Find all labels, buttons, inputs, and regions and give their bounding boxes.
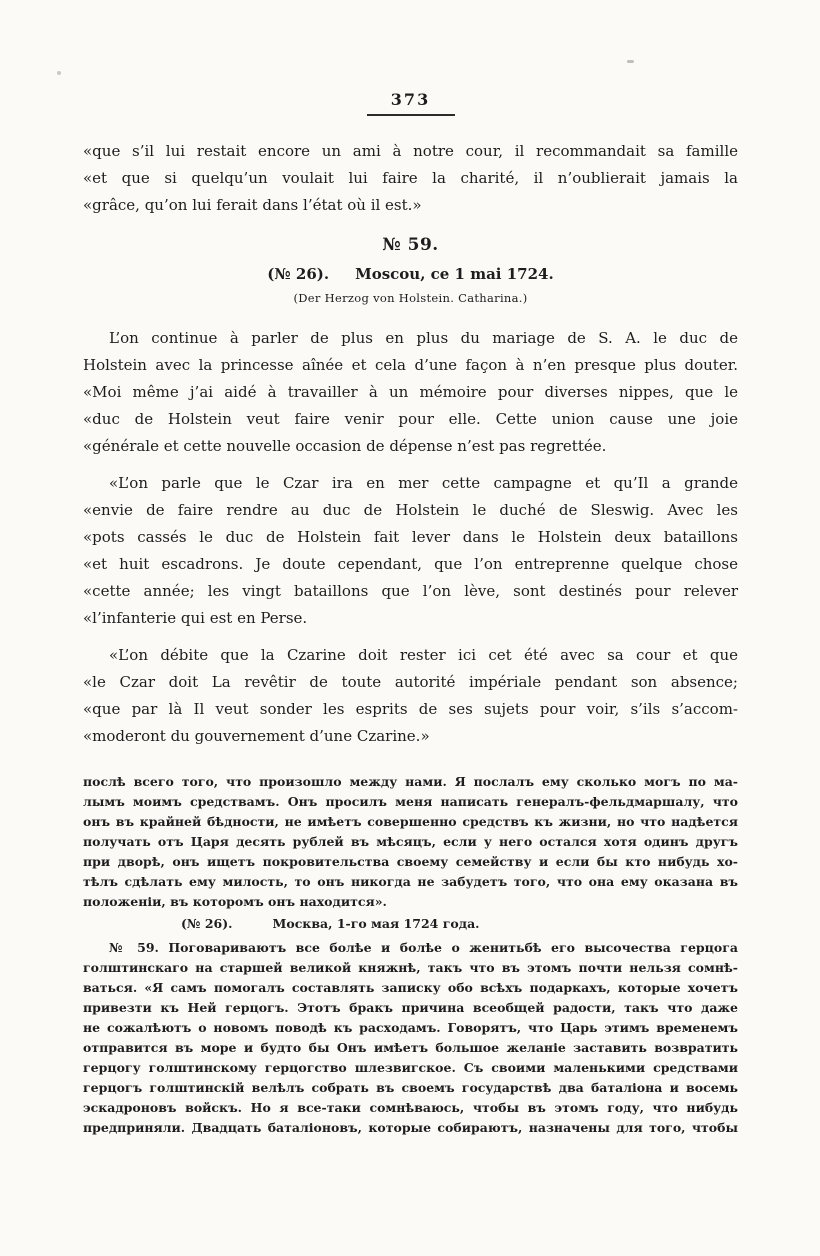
text-line: положеніи, въ которомъ онъ находится». (83, 894, 387, 909)
translation-ref: (№ 26). (181, 916, 233, 931)
text-line: «envie de faire rendre au duc de Holstein le duché de Sleswig. Avec les (83, 501, 738, 519)
page-header (83, 90, 738, 116)
text-line: «générale et cette nouvelle occasion de dépense n’est pas regrettée. (83, 437, 607, 455)
text-line: при дворѣ, онъ ищетъ покровительства своему семейству и если бы кто нибудь хо- (83, 854, 738, 869)
translation-dateline (83, 914, 738, 934)
text-line: «et huit escadrons. Je doute cependant, que l’on entreprenne quelque chose (83, 555, 738, 573)
text-line: L’on continue à parler de plus en plus du mariage de S. A. le duc de (109, 329, 738, 347)
text-line: «L’on débite que la Czarine doit rester ici cet été avec sa cour et que (109, 646, 738, 664)
text-line: Holstein avec la princesse aînée et cela d’une façon à n’en presque plus douter. (83, 356, 738, 374)
page-number: 373 (390, 90, 431, 109)
text-line: онъ въ крайней бѣдности, не имѣетъ совершенно средствъ къ жизни, но что надѣется (83, 814, 738, 829)
text-line: «Moi même j’ai aidé à travailler à un mémoire pour diverses nippes, que le (83, 383, 738, 401)
letter-ref: (№ 26). (267, 265, 330, 283)
text-line: эскадроновъ войскъ. Но я все-таки сомнѣваюсь, чтобы въ этомъ году, что нибудь (83, 1100, 738, 1115)
translation-body-paragraph (83, 938, 738, 1138)
text-line: герцогъ голштинскій велѣлъ собрать въ своемъ государствѣ два баталіона и восемь (83, 1080, 738, 1095)
text-line: «duc de Holstein veut faire venir pour elle. Cette union cause une joie (83, 410, 738, 428)
text-line: герцогу голштинскому герцогство шлезвигское. Съ своими маленькими средствами (83, 1060, 738, 1075)
letter-body (83, 325, 738, 750)
text-line: послѣ всего того, что произошло между нами. Я послалъ ему сколько могъ по ма- (83, 774, 738, 789)
text-line: голштинскаго на старшей великой княжнѣ, такъ что въ этомъ почти нельзя сомнѣ- (83, 960, 738, 975)
text-line: лымъ моимъ средствамъ. Онъ просилъ меня написать генералъ-фельдмаршалу, что (83, 794, 738, 809)
text-line: «et que si quelqu’un voulait lui faire la charité, il n’oublierait jamais la (83, 169, 738, 187)
paragraph (83, 642, 738, 750)
text-line: отправится въ море и будто бы Онъ имѣетъ большое желаніе заставить возвратить (83, 1040, 738, 1055)
book-page-content (83, 0, 738, 1138)
text-line: № 59. Поговариваютъ все болѣе и болѣе о женитьбѣ его высочества герцога (109, 940, 738, 955)
text-line: не сожалѣютъ о новомъ поводѣ къ расходамъ. Говорятъ, что Царь этимъ временемъ (83, 1020, 738, 1035)
text-line: «que s’il lui restait encore un ami à notre cour, il recommandait sa famille (83, 142, 738, 160)
text-line: ваться. «Я самъ помогалъ составлять записку обо всѣхъ подаркахъ, которые хочетъ (83, 980, 738, 995)
russian-translation-section (83, 772, 738, 1138)
letter-attribution: (Der Herzog von Holstein. Catharina.) (293, 291, 528, 305)
paragraph (83, 470, 738, 632)
translation-place-date: Москва, 1-го мая 1724 года. (272, 916, 480, 931)
text-line: получать отъ Царя десять рублей въ мѣсяцъ, если у него остался хотя одинъ другъ (83, 834, 738, 849)
opening-quote-paragraph (83, 138, 738, 219)
text-line: «l’infanterie qui est en Perse. (83, 609, 308, 627)
text-line: «moderont du gouvernement d’une Czarine.» (83, 727, 430, 745)
text-line: «L’on parle que le Czar ira en mer cette campagne et qu’Il a grande (109, 474, 738, 492)
text-line: «grâce, qu’on lui ferait dans l’état où il est.» (83, 196, 422, 214)
text-line: привезти къ Ней герцогъ. Этотъ бракъ причина всеобщей радости, такъ что даже (83, 1000, 738, 1015)
scan-artifact (57, 71, 61, 75)
translation-continuation-paragraph (83, 772, 738, 912)
letter-dateline (83, 265, 738, 283)
text-line: «cette année; les vingt bataillons que l’on lève, sont destinés pour relever (83, 582, 738, 600)
page-number-rule (367, 114, 455, 116)
text-line: предприняли. Двадцать баталіоновъ, которые собираютъ, назначены для того, чтобы (83, 1120, 738, 1135)
text-line: «le Czar doit La revêtir de toute autorité impériale pendant son absence; (83, 673, 738, 691)
letter-number-heading: № 59. (382, 235, 439, 255)
text-line: «pots cassés le duc de Holstein fait lever dans le Holstein deux bataillons (83, 528, 738, 546)
paragraph (83, 325, 738, 460)
text-line: тѣлъ сдѣлать ему милость, то онъ никогда не забудетъ того, что она ему оказана въ (83, 874, 738, 889)
letter-place-date: Moscou, ce 1 mai 1724. (355, 265, 554, 283)
text-line: «que par là Il veut sonder les esprits de ses sujets pour voir, s’ils s’accom- (83, 700, 738, 718)
